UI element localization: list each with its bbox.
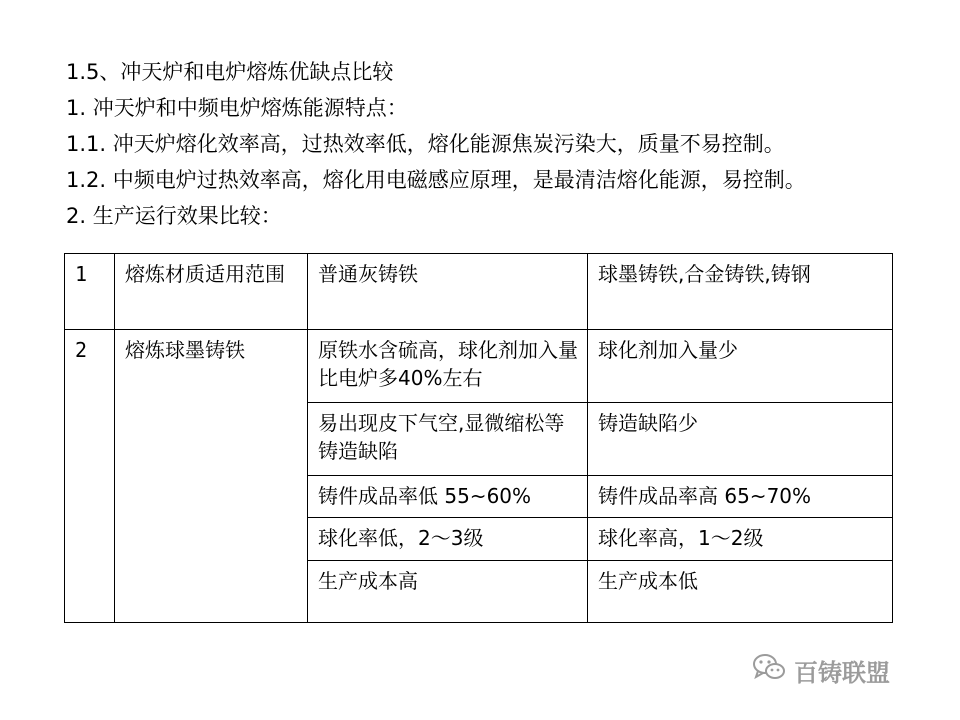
document-text <box>66 54 806 234</box>
electric-cell: 球墨铸铁,合金铸铁,铸钢 <box>588 254 893 330</box>
row-number: 1 <box>65 254 115 330</box>
watermark-text: 百铸联盟 <box>794 658 890 687</box>
electric-cell: 球化率高，1～2级 <box>588 518 893 561</box>
electric-cell: 生产成本低 <box>588 561 893 623</box>
electric-cell: 铸件成品率高 65~70% <box>588 476 893 518</box>
wechat-icon <box>752 652 786 688</box>
row-item: 熔炼球墨铸铁 <box>115 330 308 623</box>
cupola-cell: 球化率低，2～3级 <box>308 518 588 561</box>
section-title: 1.5、冲天炉和电炉熔炼优缺点比较 <box>66 60 394 84</box>
electric-cell: 球化剂加入量少 <box>588 330 893 403</box>
subsection-title: 2. 生产运行效果比较： <box>66 204 282 228</box>
table-row <box>65 254 893 330</box>
cupola-cell: 易出现皮下气空,显微缩松等铸造缺陷 <box>308 403 588 476</box>
row-item: 熔炼材质适用范围 <box>115 254 308 330</box>
cupola-cell: 生产成本高 <box>308 561 588 623</box>
paragraph-line: 1.1. 冲天炉熔化效率高，过热效率低，熔化能源焦炭污染大，质量不易控制。 <box>66 132 785 156</box>
paragraph-line: 1.2. 中频电炉过热效率高，熔化用电磁感应原理，是最清洁熔化能源，易控制。 <box>66 168 806 192</box>
cupola-cell: 原铁水含硫高，球化剂加入量比电炉多40%左右 <box>308 330 588 403</box>
cupola-cell: 铸件成品率低 55~60% <box>308 476 588 518</box>
table-row <box>65 330 893 403</box>
subsection-title: 1. 冲天炉和中频电炉熔炼能源特点： <box>66 96 408 120</box>
electric-cell: 铸造缺陷少 <box>588 403 893 476</box>
cupola-cell: 普通灰铸铁 <box>308 254 588 330</box>
comparison-table <box>64 253 893 623</box>
watermark <box>752 652 890 688</box>
row-number: 2 <box>65 330 115 623</box>
